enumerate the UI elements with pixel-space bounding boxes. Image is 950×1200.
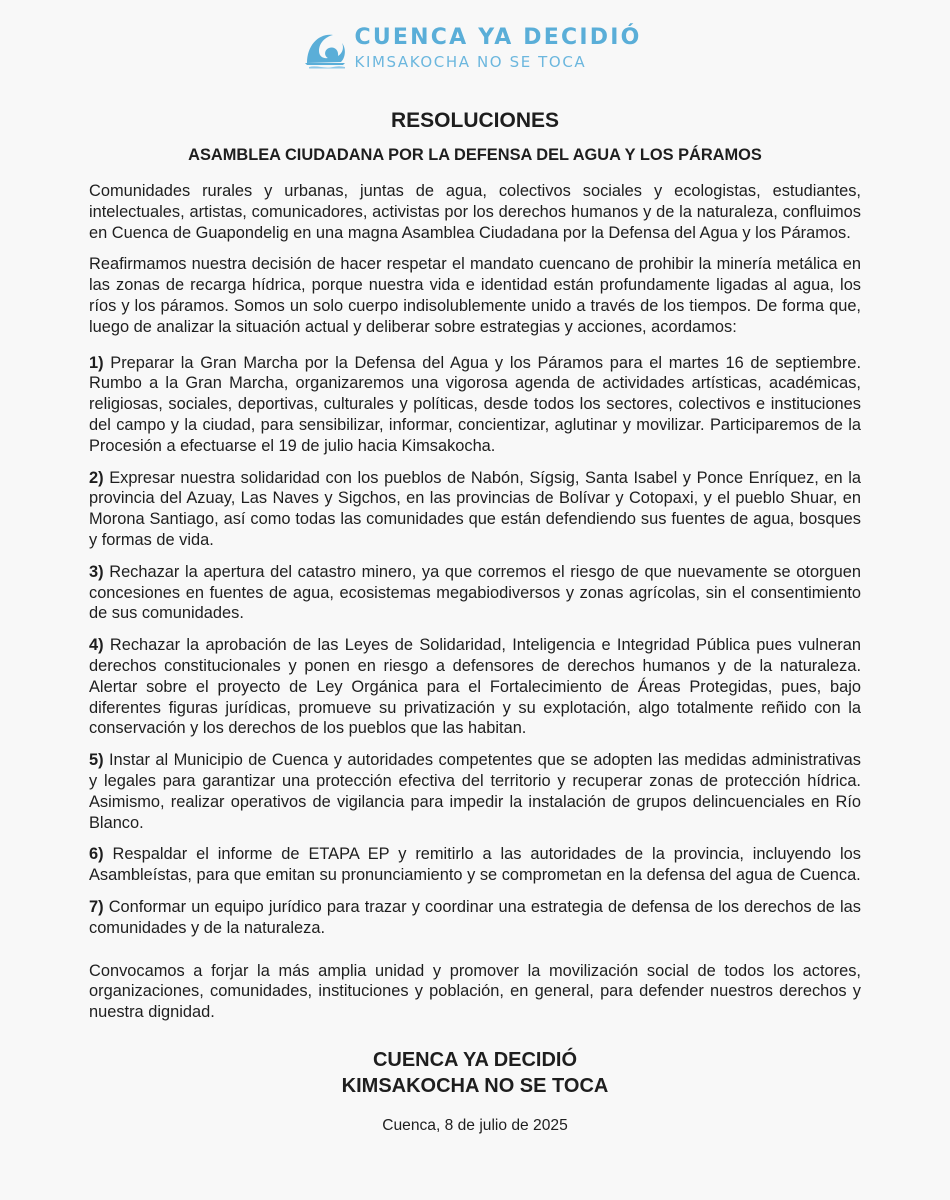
resolution-item: [89, 844, 861, 886]
resolution-item: [89, 468, 861, 551]
resolution-item: [89, 750, 861, 833]
intro-paragraph: Comunidades rurales y urbanas, juntas de agua, colectivos sociales y ecologistas, estudiantes, intelectuales, artistas, comunicadores, activistas por los derechos humanos y de la naturaleza, confluimos en Cuenca de Guapondelig en una magna Asamblea Ciudadana por la Defensa del Agua y los Páramos.: [89, 182, 861, 242]
resolution-text: Instar al Municipio de Cuenca y autoridades competentes que se adopten las medidas administrativas y legales para garantizar una protección efectiva del territorio y recuperar zonas de protección hídrica. Asimismo, realizar operativos de vigilancia para impedir la instalación de grupos delincuenciales en Río Blanco.: [89, 751, 861, 832]
document-body: [89, 181, 861, 1023]
resolution-text: Expresar nuestra solidaridad con los pueblos de Nabón, Sígsig, Santa Isabel y Ponce Enríquez, en la provincia del Azuay, Las Naves y Sigchos, en las provincias de Bolívar y Cotopaxi, y el pueblo Shuar, en Morona Santiago, así como todas las comunidades que están defendiendo sus fuentes de agua, bosques y formas de vida.: [89, 468, 861, 549]
wave-icon: [303, 29, 347, 69]
resolution-number: 2): [89, 468, 104, 487]
closing-line-1: CUENCA YA DECIDIÓ: [372, 1048, 578, 1071]
document-date: Cuenca, 8 de julio de 2025: [382, 1116, 568, 1134]
resolution-item: [89, 897, 861, 939]
resolution-number: 6): [89, 845, 104, 864]
resolution-number: 5): [89, 751, 104, 770]
document-subtitle: ASAMBLEA CIUDADANA POR LA DEFENSA DEL AGUA Y LOS PÁRAMOS: [188, 146, 762, 164]
intro-paragraph: Reafirmamos nuestra decisión de hacer respetar el mandato cuencano de prohibir la minería metálica en las zonas de recarga hídrica, porque nuestra vida e identidad están profundamente ligadas al agua, los ríos y los páramos. Somos un solo cuerpo indisolublemente unido a través de los tiempos. De forma que, luego de analizar la situación actual y deliberar sobre estrategias y acciones, acordamos:: [89, 255, 861, 336]
resolution-item: [89, 353, 861, 457]
resolution-number: 1): [89, 353, 104, 372]
logo: [83, 26, 861, 72]
resolution-text: Conformar un equipo jurídico para trazar y coordinar una estrategia de defensa de los derechos de las comunidades y de la naturaleza.: [89, 897, 861, 937]
resolution-text: Rechazar la apertura del catastro minero, ya que corremos el riesgo de que nuevamente se otorguen concesiones en fuentes de agua, ecosistemas megabiodiversos y zonas agrícolas, sin el consentimiento de sus comunidades.: [89, 562, 861, 623]
resolution-number: 7): [89, 897, 104, 916]
resolution-item: [89, 635, 861, 739]
document-title: RESOLUCIONES: [390, 109, 560, 132]
closing-slogan: [89, 1047, 861, 1099]
logo-subtitle: KIMSAKOCHA NO SE TOCA: [354, 53, 587, 71]
resolution-item: [89, 562, 861, 624]
resolution-text: Rechazar la aprobación de las Leyes de Solidaridad, Inteligencia e Integridad Pública pues vulneran derechos constitucionales y ponen en riesgo a defensores de derechos humanos y de la naturaleza. Alertar sobre el proyecto de Ley Orgánica para el Fortalecimiento de Áreas Protegidas, pues, bajo diferentes figuras jurídicas, promueve su privatización y su explotación, algo totalmente reñido con la conservación y los derechos de los pueblos que las habitan.: [89, 636, 861, 738]
resolution-number: 3): [89, 562, 104, 581]
resolution-number: 4): [89, 636, 104, 655]
logo-title: CUENCA YA DECIDIÓ: [354, 25, 642, 50]
resolution-text: Respaldar el informe de ETAPA EP y remitirlo a las autoridades de la provincia, incluyendo los Asambleístas, para que emitan su pronunciamiento y se comprometan en la defensa del agua de Cuenca.: [89, 845, 861, 885]
call-to-action: Convocamos a forjar la más amplia unidad y promover la movilización social de todos los actores, organizaciones, comunidades, instituciones y población, en general, para defender nuestros derechos y nuestra dignidad.: [89, 961, 861, 1022]
closing-line-2: KIMSAKOCHA NO SE TOCA: [341, 1074, 609, 1097]
resolution-text: Preparar la Gran Marcha por la Defensa del Agua y los Páramos para el martes 16 de septiembre. Rumbo a la Gran Marcha, organizaremos una vigorosa agenda de actividades artísticas, académicas, religiosas, sociales, deportivas, culturales y políticas, desde todos los sectores, colectivos e instituciones del campo y la ciudad, para sensibilizar, informar, concientizar, aglutinar y movilizar. Participaremos de la Procesión a efectuarse el 19 de julio hacia Kimsakocha.: [89, 353, 861, 455]
